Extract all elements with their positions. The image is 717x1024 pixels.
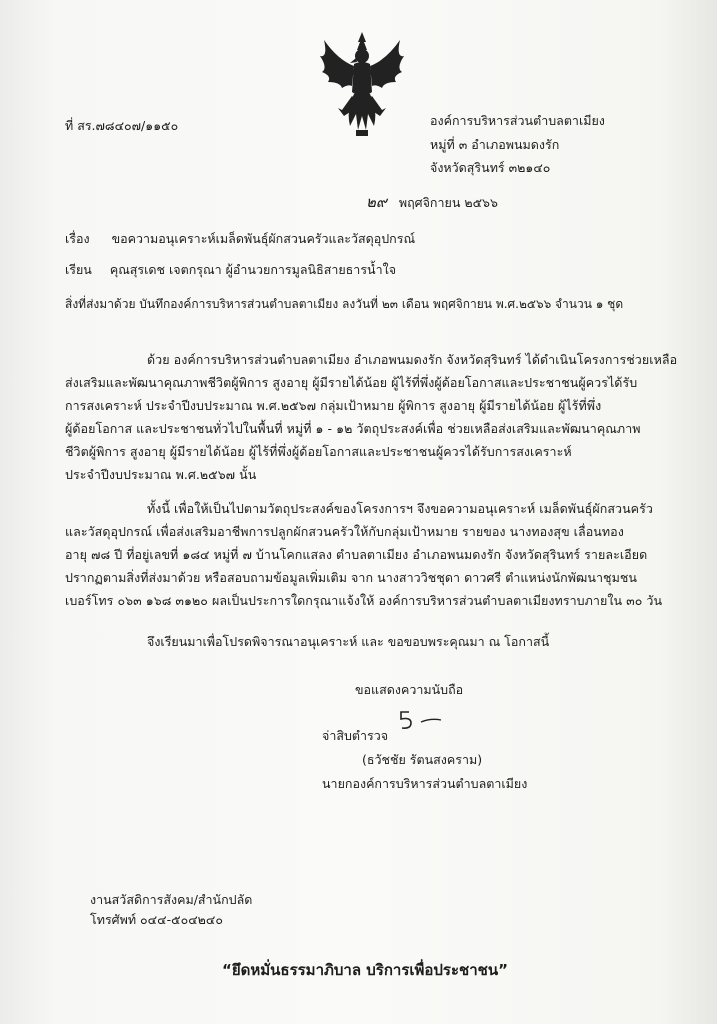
sender-address-line1: หมู่ที่ ๓ อำเภอพนมดงรัก (430, 137, 560, 152)
document-number: ที่ สร.๗๘๔๐๗/๑๑๕๐ (65, 118, 179, 133)
enclosure-line: สิ่งที่ส่งมาด้วย บันทึกองค์การบริหารส่วนตำบลตาเมียง ลงวันที่ ๒๓ เดือน พฤศจิกายน พ.ศ.๒๕๖๖ จำนวน ๑ ชุด (65, 297, 624, 311)
letter-date (366, 194, 498, 211)
salutation-label: เรียน (65, 262, 92, 277)
paragraph-line: ผู้ด้อยโอกาส และประชาชนทั่วไปในพื้นที่ หมู่ที่ ๑ - ๑๒ วัตถุประสงค์เพื่อ ช่วยเหลือส่งเสริมและพัฒนาคุณภาพ (65, 421, 641, 436)
closing-request: จึงเรียนมาเพื่อโปรดพิจารณาอนุเคราะห์ และ ขอขอบพระคุณมา ณ โอกาสนี้ (147, 634, 550, 649)
signer-rank: จ่าสิบตำรวจ (322, 728, 389, 743)
organization-slogan: “ยึดหมั่นธรรมาภิบาล บริการเพื่อประชาชน” (222, 961, 508, 979)
paragraph-line: ปรากฏตามสิ่งที่ส่งมาด้วย หรือสอบถามข้อมูลเพิ่มเติม จาก นางสาววิชชุดา ดาวศรี ตำแหน่งนักพัฒนาชุมชน (65, 570, 638, 585)
paragraph-line: ชีวิตผู้พิการ สูงอายุ ผู้มีรายได้น้อย ผู้ไร้ที่พึ่งผู้ด้อยโอกาสและประชาชนผู้ควรได้รับการสงเคราะห์ (65, 444, 572, 459)
date-month-year: พฤศจิกายน ๒๕๖๖ (398, 195, 498, 210)
paragraph-line: ประจำปีงบประมาณ พ.ศ.๒๕๖๗ นั้น (65, 467, 257, 482)
salutation-line (65, 262, 396, 278)
phone-number: โทรศัพท์ ๐๔๔-๕๐๔๒๔๐ (90, 912, 223, 927)
subject-text: ขอความอนุเคราะห์เมล็ดพันธุ์ผักสวนครัวและวัสดุอุปกรณ์ (111, 231, 416, 246)
paragraph-line: อายุ ๗๘ ปี ที่อยู่เลขที่ ๑๘๔ หมู่ที่ ๗ บ้านโคกแสลง ตำบลตาเมียง อำเภอพนมดงรัก จังหวัดสุรินทร์ รายละเอียด (65, 547, 648, 562)
sender-address-line2: จังหวัดสุรินทร์ ๓๒๑๔๐ (430, 160, 551, 175)
paragraph-line: ทั้งนี้ เพื่อให้เป็นไปตามวัตถุประสงค์ของโครงการฯ จึงขอความอนุเคราะห์ เมล็ดพันธุ์ผักสวนครัว (147, 501, 653, 516)
sender-org: องค์การบริหารส่วนตำบลตาเมียง (430, 113, 605, 128)
closing-phrase: ขอแสดงความนับถือ (355, 682, 464, 697)
subject-line (65, 231, 415, 247)
signer-name: (ธวัชชัย รัตนสงคราม) (362, 752, 483, 767)
date-day-handwritten: ๒๙ (366, 193, 387, 211)
paragraph-line: ด้วย องค์การบริหารส่วนตำบลตาเมียง อำเภอพนมดงรัก จังหวัดสุรินทร์ ได้ดำเนินโครงการช่วยเหลือ (147, 352, 678, 367)
garuda-emblem-icon (316, 30, 408, 140)
department: งานสวัสดิการสังคม/สำนักปลัด (90, 892, 253, 907)
recipient: คุณสุรเดช เจตกรุณา ผู้อำนวยการมูลนิธิสายธารน้ำใจ (109, 262, 397, 277)
paragraph-line: เบอร์โทร ๐๖๓ ๑๖๘ ๓๑๒๐ ผลเป็นประการใดกรุณาแจ้งให้ องค์การบริหารส่วนตำบลตาเมียงทราบภายใน ๓๐ วัน (65, 593, 663, 608)
subject-label: เรื่อง (65, 231, 90, 246)
handwritten-signature (395, 708, 455, 732)
paragraph-line: การสงเคราะห์ ประจำปีงบประมาณ พ.ศ.๒๕๖๗ กลุ่มเป้าหมาย ผู้พิการ สูงอายุ ผู้มีรายได้น้อย ผู้ไร้ที่พึ่ง (65, 398, 602, 413)
paragraph-line: และวัสดุอุปกรณ์ เพื่อส่งเสริมอาชีพการปลูกผักสวนครัวให้กับกลุ่มเป้าหมาย รายของ นางทองสุข เลื่อนทอง (65, 524, 624, 539)
paragraph-line: ส่งเสริมและพัฒนาคุณภาพชีวิตผู้พิการ สูงอายุ ผู้มีรายได้น้อย ผู้ไร้ที่พึ่งผู้ด้อยโอกาสและประชาชนผู้ควรได้รับ (65, 375, 638, 390)
signer-title: นายกองค์การบริหารส่วนตำบลตาเมียง (322, 776, 528, 791)
